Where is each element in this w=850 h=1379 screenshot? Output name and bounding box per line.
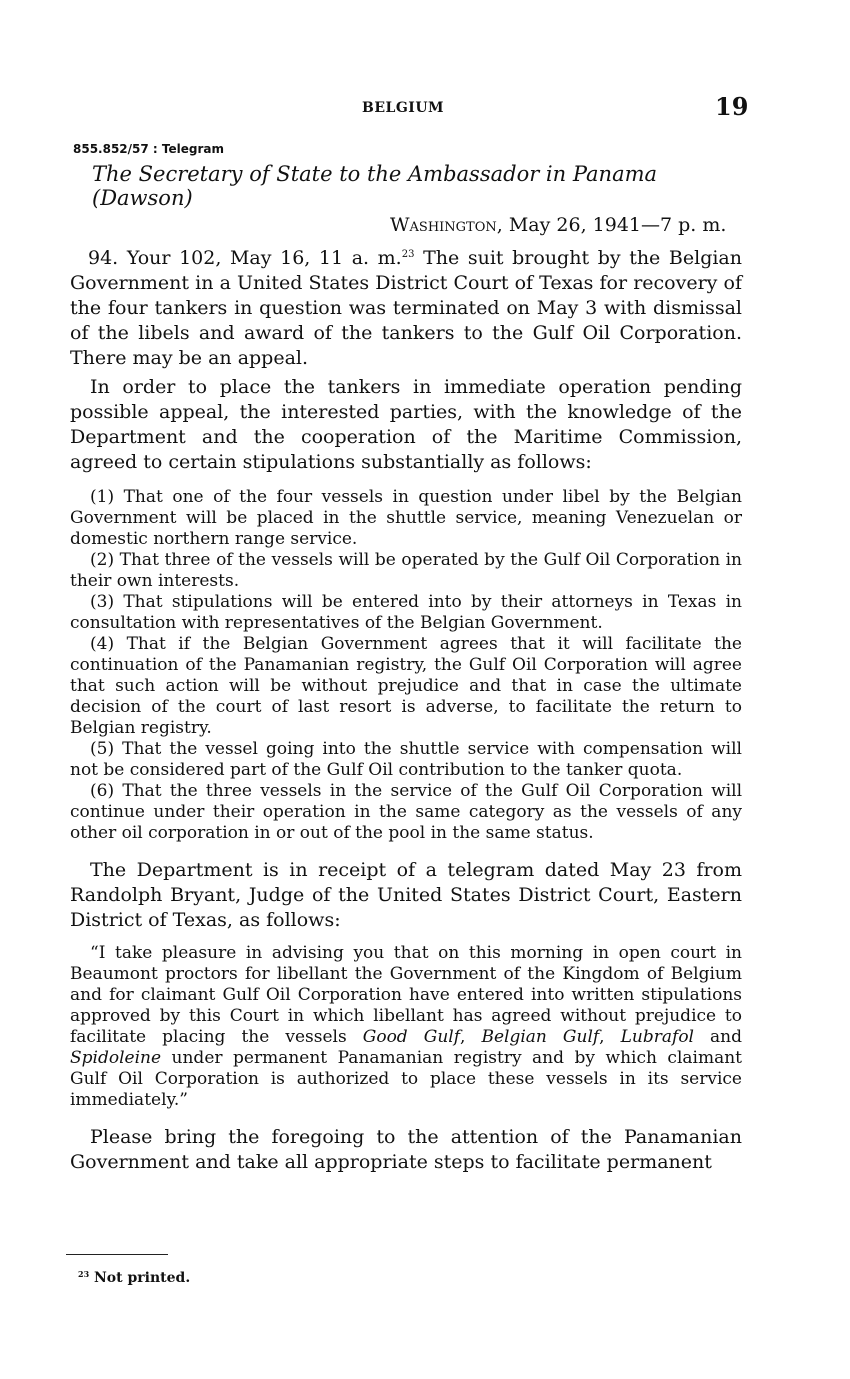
judge-quote [70, 943, 742, 1111]
paragraph-1-text: The suit brought by the Belgian Government in a United States District Court of Texas for recovery of the four tankers in question was terminated on May 3 with dismissal of the libels and award of the tankers to the Gulf Oil Corporation. There may be an appeal. [70, 247, 742, 369]
quote-text-2: under permanent Panamanian registry and by which claimant Gulf Oil Corporation is authorized to place these vessels in its service immediately.” [70, 1048, 742, 1110]
file-reference: 855.852/57 : Telegram [73, 142, 224, 156]
paragraph-3: The Department is in receipt of a telegram dated May 23 from Randolph Bryant, Judge of the United States District Court, Eastern District of Texas, as follows: [70, 859, 742, 931]
running-header [0, 92, 850, 128]
paragraph-1 [70, 246, 742, 371]
dateline-place: Washington [390, 214, 497, 236]
vessel-name: Lubrafol [620, 1027, 694, 1047]
quote-separator: , [460, 1027, 482, 1047]
vessel-name: Belgian Gulf [481, 1027, 600, 1047]
quote-separator: and [694, 1027, 743, 1047]
footnote [78, 1270, 190, 1286]
stipulations-list [70, 487, 742, 844]
paragraph-2: In order to place the tankers in immediate operation pending possible appeal, the interested parties, with the knowledge of the Department and the cooperation of the Maritime Commission, agreed to certain stipulations substantially as follows: [70, 376, 742, 473]
quote-text-1: “I take pleasure in advising you that on this morning in open court in Beaumont proctors for libellant the Government of the Kingdom of Belgium and for claimant Gulf Oil Corporation have entered into written stipulations approved by this Court in which libellant has agreed without prejudice to facilitate placing the vessels [70, 943, 742, 1047]
stipulation-3: (3) That stipulations will be entered into by their attorneys in Texas in consultation with representatives of the Belgian Government. [70, 592, 742, 633]
quote-separator: , [599, 1027, 621, 1047]
running-head: BELGIUM [362, 100, 445, 116]
vessel-name: Spidoleine [70, 1048, 162, 1068]
dateline-date: , May 26, 1941—7 p. m. [496, 214, 727, 236]
footnote-rule [66, 1254, 168, 1255]
stipulation-6: (6) That the three vessels in the service of the Gulf Oil Corporation will continue under their operation in the same category as the vessels of any other oil corporation in or out of the pool in the same status. [70, 781, 742, 843]
stipulation-5: (5) That the vessel going into the shuttle service with compensation will not be considered part of the Gulf Oil contribution to the tanker quota. [70, 739, 742, 780]
document-title: The Secretary of State to the Ambassador in Panama (Dawson) [92, 162, 658, 210]
stipulation-2: (2) That three of the vessels will be operated by the Gulf Oil Corporation in their own interests. [70, 550, 742, 591]
paragraph-1-lead: 94. Your 102, May 16, 11 a. m. [88, 247, 402, 269]
telegram-body [70, 246, 742, 1179]
footnote-text: Not printed. [89, 1270, 191, 1286]
stipulation-4: (4) That if the Belgian Government agrees that it will facilitate the continuation of the Panamanian registry, the Gulf Oil Corporation will agree that such action will be without prejudice and that in case the ultimate decision of the court of last resort is adverse, to facilitate the return to Belgian registry. [70, 634, 742, 738]
dateline [390, 214, 750, 236]
page-number: 19 [715, 92, 749, 121]
footnote-mark: 23 [78, 1269, 90, 1279]
paragraph-4: Please bring the foregoing to the attention of the Panamanian Government and take all appropriate steps to facilitate permanent [70, 1126, 742, 1173]
stipulation-1: (1) That one of the four vessels in question under libel by the Belgian Government will be placed in the shuttle service, meaning Venezuelan or domestic northern range service. [70, 487, 742, 549]
footnote-reference: 23 [401, 249, 415, 260]
vessel-name: Good Gulf [362, 1027, 460, 1047]
